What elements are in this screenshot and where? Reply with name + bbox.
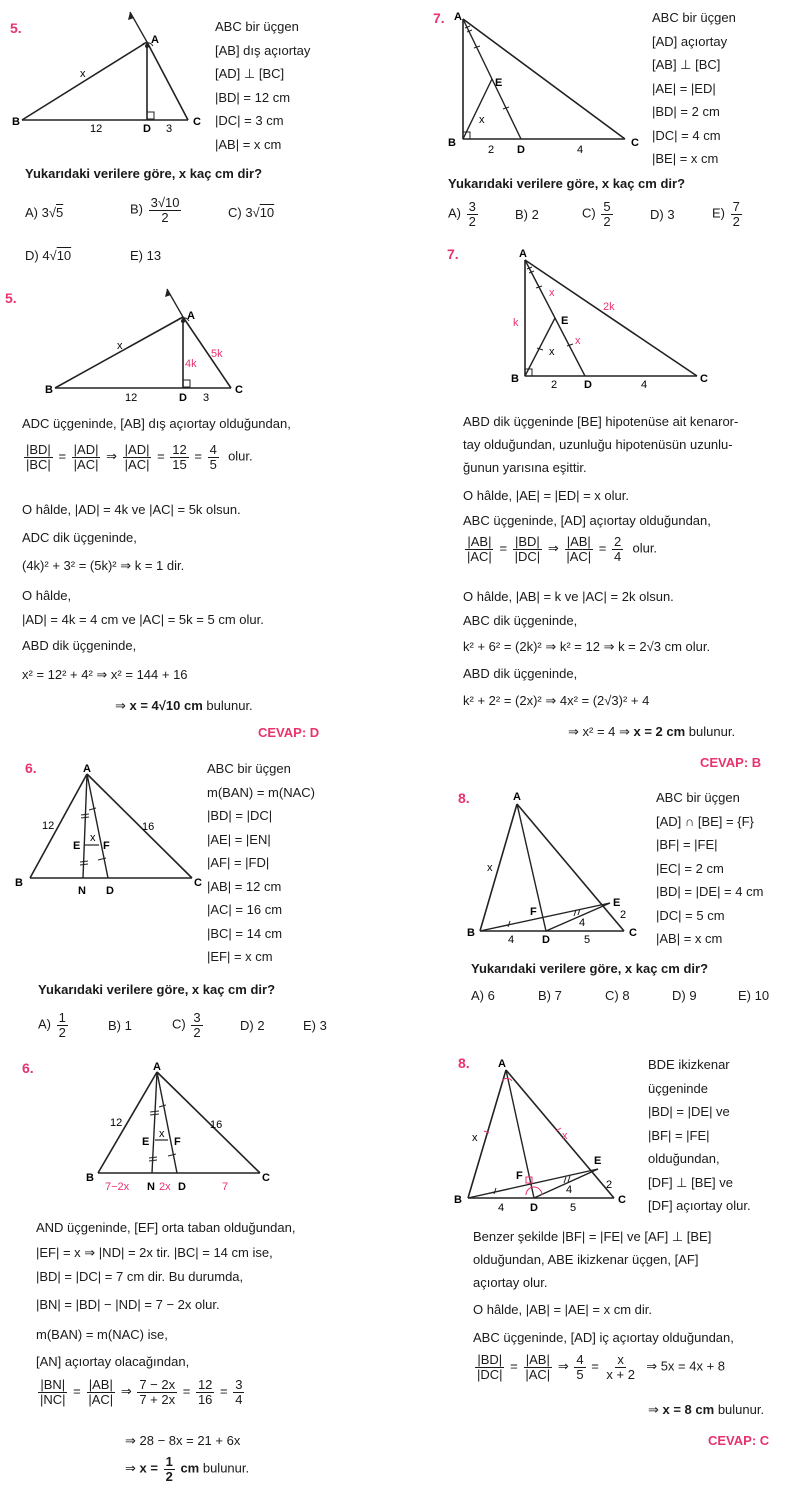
q6-option-a[interactable]	[38, 1011, 70, 1039]
q7-option-a[interactable]	[448, 200, 480, 228]
s7-line-2: tay olduğundan, uzunluğu hipotenüsün uzunlu-	[463, 437, 733, 452]
q8-option-e[interactable]: E) 10	[738, 988, 770, 1003]
tail-text: bulunur.	[685, 724, 736, 739]
q7-label-bd: 2	[488, 144, 495, 156]
q8-given: |DC| = 5 cm	[656, 907, 725, 923]
s5-line-6: |AD| = 4k = 4 cm ve |AC| = 5k = 5 cm olur.	[22, 612, 264, 627]
s6-label-dc: 7	[222, 1181, 229, 1193]
s7-line-9: ABD dik üçgeninde,	[463, 666, 578, 681]
q7-label-dc: 4	[577, 144, 584, 156]
result: x = 8 cm	[662, 1402, 715, 1417]
s7-equation-1: $\frac{|AB|}{|AC|}$ = $\frac{|BD|}{|DC|}$ ⇒ $\frac{|AB|}{|AC|}$ = $\frac{2}{4}$ olur.	[467, 534, 658, 564]
q7-given: [AB] ⊥ [BC]	[652, 57, 721, 72]
s8-line-4: O hâlde, |AB| = |AE| = x cm dir.	[473, 1302, 652, 1317]
denominator: |AC|	[566, 548, 592, 564]
numerator: |AB|	[467, 534, 492, 549]
q8-given: |EC| = 2 cm	[656, 860, 724, 876]
s5-label-b: B	[45, 384, 53, 396]
option-label: A)	[38, 1016, 51, 1032]
s6-line-7: ⇒ 28 − 8x = 21 + 6x	[125, 1433, 241, 1448]
numerator: |BN|	[40, 1377, 66, 1392]
numerator: |AD|	[124, 442, 150, 457]
s5-line-3: ADC dik üçgeninde,	[22, 530, 137, 545]
q6-given: |BD| = |DC|	[207, 808, 273, 823]
option-label: C) 3√	[228, 205, 260, 220]
q6-label-b: B	[15, 877, 23, 889]
q5-option-c[interactable]	[228, 205, 274, 220]
arrow: ⇒	[120, 1383, 132, 1399]
s8-label-a: A	[498, 1058, 506, 1070]
s5-label-a: A	[187, 310, 195, 322]
q8-given: ABC bir üçgen	[656, 790, 740, 805]
q7-option-c[interactable]	[582, 200, 615, 228]
s6-label-x: x	[159, 1128, 165, 1140]
s5-answer: CEVAP: D	[258, 725, 320, 740]
q6-given: |AE| = |EN|	[207, 831, 271, 847]
denominator: 4	[235, 1391, 243, 1407]
arrow: ⇒	[106, 448, 118, 464]
s8-label-f: F	[516, 1170, 523, 1182]
q7-given: [AD] açıortay	[652, 33, 728, 49]
s7-label-bd: 2	[551, 379, 558, 391]
s6-label-e: E	[142, 1136, 150, 1148]
solution-5-figure	[45, 285, 255, 405]
s8-side-line: |BD| = |DE| ve	[648, 1104, 730, 1119]
denominator: |DC|	[477, 1366, 503, 1382]
q8-label-x: x	[487, 862, 493, 874]
q8-label-bd: 4	[508, 934, 515, 946]
q7-given: |AE| = |ED|	[652, 80, 716, 96]
q7-label-c: C	[631, 137, 639, 149]
tail-text: bulunur.	[202, 698, 253, 713]
s6-label-nd: 2x	[159, 1181, 171, 1193]
solution-6-figure	[80, 1060, 280, 1195]
s5-line-8: x² = 12² + 4² ⇒ x² = 144 + 16	[22, 667, 188, 682]
denominator: 7 + 2x	[139, 1391, 176, 1407]
radicand: 10	[56, 248, 72, 263]
q6-label-f: F	[103, 840, 110, 852]
denominator: x + 2	[606, 1366, 635, 1382]
q8-label-c: C	[629, 927, 637, 939]
q6-given: ABC bir üçgen	[207, 761, 291, 776]
s8-label-e: E	[594, 1155, 602, 1167]
denominator: 2	[732, 213, 740, 229]
s6-label-ac: 16	[210, 1119, 223, 1131]
s5-line-9	[115, 698, 253, 714]
s8-line-3: açıortay olur.	[473, 1275, 548, 1290]
s7-line-7: ABC dik üçgeninde,	[463, 613, 578, 628]
denominator: |BC|	[26, 456, 51, 472]
q5-given: ABC bir üçgen	[215, 19, 299, 34]
s5-line-7: ABD dik üçgeninde,	[22, 638, 137, 653]
s5-label-bd: 12	[125, 392, 138, 404]
denominator: 2	[193, 1024, 201, 1040]
s8-label-x1: x	[472, 1132, 478, 1144]
s6-line-2: |EF| = x ⇒ |ND| = 2x tir. |BC| = 14 cm ise,	[36, 1245, 273, 1260]
q6-given: |EF| = x cm	[207, 949, 273, 964]
q6-option-e[interactable]: E) 3	[303, 1018, 327, 1033]
s5-label-dc: 3	[203, 392, 210, 404]
q5-given: |BD| = 12 cm	[215, 89, 291, 105]
q7-given: |BE| = x cm	[652, 151, 719, 166]
s6-line-4: |BN| = |BD| − |ND| = 7 − 2x olur.	[36, 1297, 220, 1312]
s7-label-x-ae: x	[549, 287, 555, 299]
q6-given: |AC| = 16 cm	[207, 902, 283, 917]
s7-answer: CEVAP: B	[700, 755, 762, 770]
q8-given: |AB| = x cm	[656, 931, 723, 946]
q7-label-d: D	[517, 144, 525, 156]
tail-text: ⇒ 5x = 4x + 8	[646, 1358, 726, 1374]
s8-label-c: C	[618, 1194, 626, 1206]
s8-equation: $\frac{|BD|}{|DC|}$ = $\frac{|AB|}{|AC|}$ ⇒ $\frac{4}{5}$ = $\frac{x}{x + 2}$ ⇒ 5x = 4x + 8	[477, 1352, 726, 1382]
numerator: 1	[165, 1454, 173, 1469]
s8-label-bd: 4	[498, 1202, 505, 1214]
q5-label-b: B	[12, 116, 20, 128]
numerator: x	[617, 1352, 624, 1367]
unit: cm	[180, 1460, 200, 1476]
s7-label-e: E	[561, 315, 569, 327]
denominator: 2	[165, 1468, 173, 1484]
s6-line-5: m(BAN) = m(NAC) ise,	[36, 1327, 168, 1342]
q5-given: [AD] ⊥ [BC]	[215, 66, 285, 81]
denominator: 2	[161, 209, 169, 225]
tail-text: olur.	[228, 448, 253, 464]
question-6-givens	[207, 757, 315, 969]
s7-label-2k: 2k	[603, 301, 615, 313]
s6-label-c: C	[262, 1172, 270, 1184]
question-7-figure	[445, 6, 645, 156]
q7-label-x: x	[479, 114, 485, 126]
question-8-figure	[462, 788, 652, 948]
s6-label-n: N	[147, 1181, 155, 1193]
s7-label-d: D	[584, 379, 592, 391]
s6-label-a: A	[153, 1061, 161, 1073]
numerator: |BD|	[515, 534, 540, 549]
q7-label-a: A	[454, 11, 462, 23]
q7-given: |BD| = 2 cm	[652, 104, 720, 119]
q7-option-b[interactable]: B) 2	[515, 207, 539, 222]
s5-line-5: O hâlde,	[22, 588, 72, 603]
q8-option-b[interactable]: B) 7	[538, 988, 562, 1003]
numerator: 3	[468, 199, 476, 214]
q6-given: |AF| = |FD|	[207, 855, 270, 870]
q8-given: |BD| = |DE| = 4 cm	[656, 884, 764, 899]
q5-given: |AB| = x cm	[215, 136, 282, 152]
s7-label-x-ed: x	[575, 335, 581, 347]
numerator: 7 − 2x	[139, 1377, 176, 1392]
s8-side-line: [DF] açıortay olur.	[648, 1198, 751, 1213]
q6-label-d: D	[106, 885, 114, 897]
tail-text: olur.	[632, 540, 658, 556]
q8-given: |BF| = |FE|	[656, 837, 718, 852]
q5-option-b[interactable]	[130, 196, 183, 224]
denominator: 16	[197, 1391, 213, 1407]
arrow: ⇒	[648, 1402, 663, 1417]
numerator: |AB|	[88, 1377, 113, 1392]
numerator: |BD|	[26, 442, 51, 457]
s7-label-b: B	[511, 373, 519, 385]
s5-label-d: D	[179, 392, 187, 404]
numerator: 5	[603, 199, 611, 214]
s8-label-d: D	[530, 1202, 538, 1214]
s8-side-text	[648, 1053, 751, 1218]
question-5-figure	[10, 10, 220, 135]
solution-5-number: 5.	[5, 290, 17, 306]
q6-label-x: x	[90, 832, 96, 844]
q6-label-ab: 12	[42, 820, 55, 832]
denominator: 4	[614, 548, 622, 564]
s6-label-d: D	[178, 1181, 186, 1193]
question-5-number: 5.	[10, 20, 22, 36]
arrow: ⇒	[125, 1460, 140, 1476]
s7-line-3: ğunun yarısına eşittir.	[463, 460, 587, 475]
q6-label-ac: 16	[142, 821, 155, 833]
q8-label-de: 4	[579, 917, 586, 929]
s5-line-2: O hâlde, |AD| = 4k ve |AC| = 5k olsun.	[22, 502, 241, 517]
numerator: |AB|	[525, 1352, 550, 1367]
q8-label-ec: 2	[620, 909, 627, 921]
q5-label-a: A	[151, 34, 159, 46]
question-8-number: 8.	[458, 790, 470, 806]
s5-equation-1: $\frac{|BD|}{|BC|}$ = $\frac{|AD|}{|AC|}$ ⇒ $\frac{|AD|}{|AC|}$ = $\frac{12}{15}$ = $\frac{4}{5}$ olur.	[26, 442, 253, 472]
s8-label-b: B	[454, 1194, 462, 1206]
numerator: 2	[614, 534, 622, 549]
s6-line-8	[125, 1455, 249, 1483]
s6-label-f: F	[174, 1136, 181, 1148]
q6-option-c[interactable]	[172, 1011, 205, 1039]
arrow: ⇒	[557, 1358, 569, 1374]
s5-label-5k: 5k	[211, 348, 223, 360]
s6-equation: $\frac{|BN|}{|NC|}$ = $\frac{|AB|}{|AC|}$ ⇒ $\frac{7 - 2x}{7 + 2x}$ = $\frac{12}{16}$ = $\frac{3}{4}$	[40, 1377, 243, 1407]
q5-option-e[interactable]: E) 13	[130, 248, 162, 263]
s5-line-1: ADC üçgeninde, [AB] dış açıortay olduğundan,	[22, 416, 291, 431]
question-7-givens	[652, 6, 736, 171]
result: x = 2 cm	[633, 724, 686, 739]
q8-given: [AD] ∩ [BE] = {F}	[656, 813, 754, 829]
q7-given: ABC bir üçgen	[652, 10, 736, 25]
s7-line-5: ABC üçgeninde, [AD] açıortay olduğundan,	[463, 513, 711, 528]
s5-label-4k: 4k	[185, 358, 197, 370]
s8-label-x2: x	[562, 1130, 568, 1142]
numerator: 4	[576, 1352, 584, 1367]
s7-label-k: k	[513, 317, 519, 329]
tail-text: bulunur.	[714, 1402, 765, 1417]
q5-label-dc: 3	[166, 123, 173, 135]
numerator: 1	[58, 1010, 66, 1025]
option-label: B)	[130, 201, 143, 217]
option-label: D) 4√	[25, 248, 57, 263]
numerator: |AD|	[73, 442, 99, 457]
s6-label-b: B	[86, 1172, 94, 1184]
q7-given: |DC| = 4 cm	[652, 127, 721, 143]
question-6-prompt: Yukarıdaki verilere göre, x kaç cm dir?	[38, 982, 276, 997]
option-label: C)	[172, 1016, 186, 1032]
numerator: 7	[732, 199, 740, 214]
s7-line-11	[568, 724, 735, 740]
s8-label-dc: 5	[570, 1202, 577, 1214]
s8-line-5: ABC üçgeninde, [AD] iç açıortay olduğundan,	[473, 1330, 734, 1345]
q6-option-d[interactable]: D) 2	[240, 1018, 265, 1033]
numerator: |BD|	[477, 1352, 503, 1367]
numerator: 12	[197, 1377, 213, 1392]
question-8-prompt: Yukarıdaki verilere göre, x kaç cm dir?	[471, 961, 709, 976]
q6-given: |AB| = 12 cm	[207, 878, 282, 894]
s8-label-ec: 2	[606, 1179, 613, 1191]
arrow: ⇒	[547, 540, 559, 556]
s5-line-4: (4k)² + 3² = (5k)² ⇒ k = 1 dir.	[22, 558, 185, 573]
solution-6-number: 6.	[22, 1060, 34, 1076]
q7-label-e: E	[495, 77, 503, 89]
option-label: C)	[582, 205, 596, 221]
q5-given: |DC| = 3 cm	[215, 113, 284, 128]
q6-given: m(BAN) = m(NAC)	[207, 784, 315, 800]
q7-option-e[interactable]	[712, 200, 744, 228]
s8-line-1: Benzer şekilde |BF| = |FE| ve [AF] ⊥ [BE]	[473, 1229, 712, 1244]
denominator: 2	[468, 213, 476, 229]
s6-line-6: [AN] açıortay olacağından,	[36, 1354, 190, 1369]
s8-side-line: olduğundan,	[648, 1151, 720, 1166]
question-7-prompt: Yukarıdaki verilere göre, x kaç cm dir?	[448, 176, 686, 191]
q8-label-a: A	[513, 791, 521, 803]
q6-label-e: E	[73, 840, 81, 852]
denominator: 5	[576, 1366, 584, 1382]
denominator: |AC|	[525, 1366, 551, 1382]
question-6-number: 6.	[25, 760, 37, 776]
denominator: |DC|	[514, 548, 541, 564]
s7-line-4: O hâlde, |AE| = |ED| = x olur.	[463, 488, 629, 503]
radicand: 5	[55, 205, 64, 220]
q6-label-a: A	[83, 763, 91, 775]
q5-label-x: x	[80, 68, 86, 80]
q5-label-c: C	[193, 116, 201, 128]
tail-text: bulunur.	[199, 1460, 250, 1476]
denominator: 5	[209, 456, 217, 472]
numerator: 4	[209, 442, 217, 457]
s7-label-dc: 4	[641, 379, 648, 391]
numerator: 3√10	[150, 195, 180, 210]
q8-label-dc: 5	[584, 934, 591, 946]
step: ⇒ x² = 4 ⇒	[568, 724, 634, 739]
s6-line-1: AND üçgeninde, [EF] orta taban olduğundan,	[36, 1220, 296, 1235]
s7-line-1: ABD dik üçgeninde [BE] hipotenüse ait kenaror-	[463, 414, 739, 429]
q6-label-c: C	[194, 877, 202, 889]
q6-given: |BC| = 14 cm	[207, 925, 283, 941]
denominator: |AC|	[124, 456, 150, 472]
s8-label-de: 4	[566, 1184, 573, 1196]
solution-7-figure	[505, 244, 715, 394]
s8-line-2: olduğundan, ABE ikizkenar üçgen, [AF]	[473, 1252, 699, 1267]
question-5-prompt: Yukarıdaki verilere göre, x kaç cm dir?	[25, 166, 263, 181]
q8-label-d: D	[542, 934, 550, 946]
option-label: A) 3√	[25, 205, 56, 220]
denominator: |NC|	[40, 1391, 66, 1407]
q8-label-b: B	[467, 927, 475, 939]
result: x =	[139, 1460, 158, 1476]
numerator: 3	[193, 1010, 201, 1025]
s7-line-6: O hâlde, |AB| = k ve |AC| = 2k olsun.	[463, 589, 674, 604]
option-label: E)	[712, 205, 725, 221]
s6-label-ab: 12	[110, 1117, 123, 1129]
s8-side-line: BDE ikizkenar	[648, 1057, 730, 1072]
numerator: 12	[172, 442, 187, 457]
s7-line-8: k² + 6² = (2k)² ⇒ k² = 12 ⇒ k = 2√3 cm olur.	[463, 639, 711, 654]
s8-side-line: üçgeninde	[648, 1080, 708, 1096]
q8-option-a[interactable]: A) 6	[471, 988, 495, 1003]
q5-given: [AB] dış açıortay	[215, 42, 311, 58]
s7-label-c: C	[700, 373, 708, 385]
s8-answer: CEVAP: C	[708, 1433, 770, 1448]
q7-label-b: B	[448, 137, 456, 149]
solution-8-number: 8.	[458, 1055, 470, 1071]
q8-label-e: E	[613, 897, 621, 909]
q5-option-a[interactable]	[25, 205, 63, 220]
s8-side-line: [DF] ⊥ [BE] ve	[648, 1174, 734, 1190]
denominator: |AC|	[467, 548, 492, 564]
s8-line-6	[648, 1402, 764, 1418]
denominator: 2	[58, 1024, 66, 1040]
result: x = 4√10 cm	[129, 698, 203, 713]
solution-7-number: 7.	[447, 246, 459, 262]
question-6-figure	[10, 760, 210, 900]
denominator: |AC|	[73, 456, 99, 472]
s7-line-10: k² + 2² = (2x)² ⇒ 4x² = (2√3)² + 4	[463, 693, 650, 708]
q7-option-d[interactable]: D) 3	[650, 207, 675, 222]
s7-label-x: x	[549, 346, 555, 358]
denominator: 15	[172, 456, 187, 472]
radicand: 10	[259, 205, 275, 220]
s6-label-bn: 7−2x	[105, 1181, 130, 1193]
q6-option-b[interactable]: B) 1	[108, 1018, 132, 1033]
s8-side-line: |BF| = |FE|	[648, 1127, 710, 1143]
question-7-number: 7.	[433, 10, 445, 26]
q8-option-d[interactable]: D) 9	[672, 988, 697, 1003]
s6-line-3: |BD| = |DC| = 7 cm dir. Bu durumda,	[36, 1269, 244, 1284]
denominator: |AC|	[88, 1391, 114, 1407]
numerator: |AB|	[566, 534, 591, 549]
q8-label-f: F	[530, 906, 537, 918]
q6-label-n: N	[78, 885, 86, 897]
solution-8-figure	[446, 1055, 642, 1215]
question-8-givens	[656, 786, 763, 951]
arrow: ⇒	[115, 698, 130, 713]
q5-option-d[interactable]	[25, 248, 71, 263]
s5-label-x: x	[117, 340, 123, 352]
q5-label-bd: 12	[90, 123, 103, 135]
q5-label-d: D	[143, 123, 151, 135]
q8-option-c[interactable]: C) 8	[605, 988, 630, 1003]
denominator: 2	[603, 213, 611, 229]
s7-label-a: A	[519, 248, 527, 260]
option-label: A)	[448, 205, 461, 221]
s5-label-c: C	[235, 384, 243, 396]
question-5-givens	[215, 15, 310, 156]
numerator: 3	[235, 1377, 243, 1392]
